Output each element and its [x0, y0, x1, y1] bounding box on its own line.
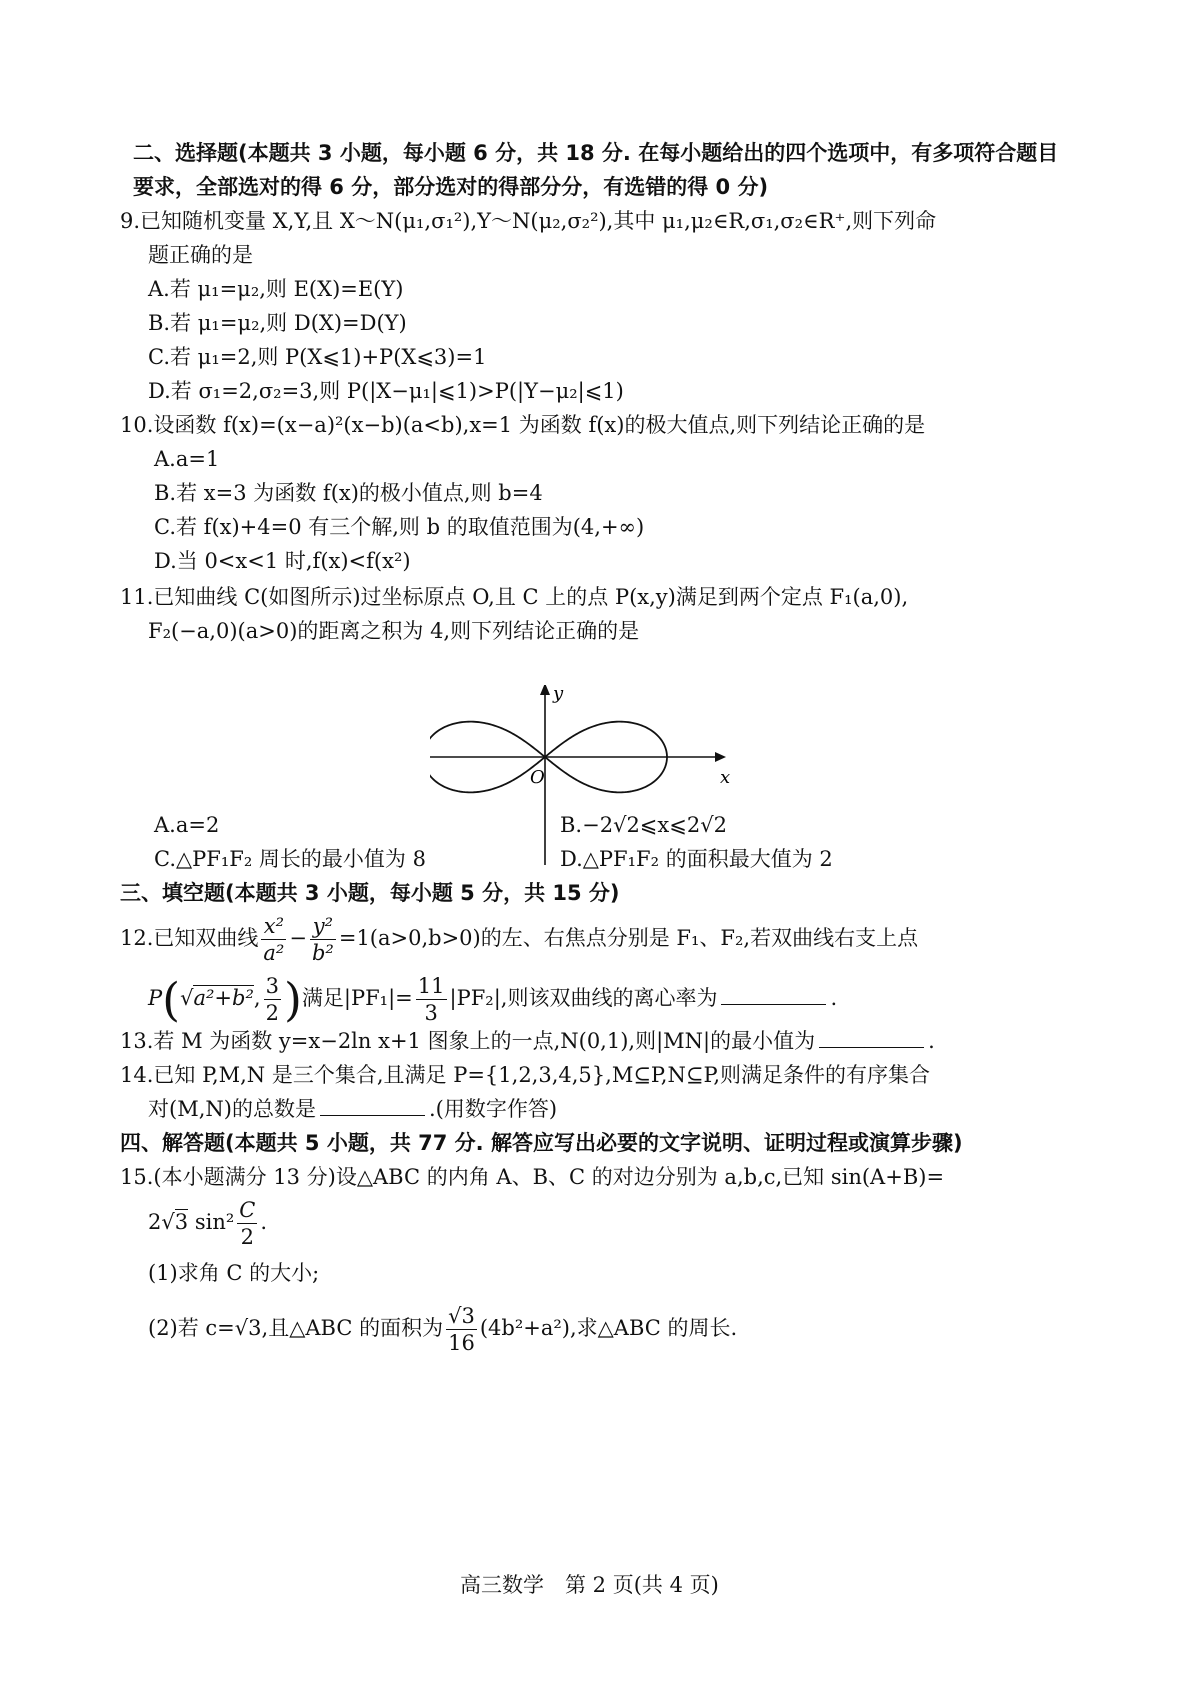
q15-part-2a: (2)若 c=√3,且△ABC 的面积为	[148, 1316, 444, 1340]
q12-frac-x-num: x²	[261, 913, 286, 940]
q12-comma: ,	[253, 986, 261, 1010]
q15-sin: sin²	[194, 1210, 235, 1234]
q12-frac-2: 2	[265, 1001, 279, 1025]
q12-sqrt-body: a²+b²	[193, 986, 254, 1010]
q13-end: .	[928, 1029, 935, 1053]
q12-paren-open: (	[162, 972, 181, 1027]
q12-line-2	[148, 970, 837, 1028]
origin-label: O	[530, 767, 545, 788]
q12-sqrt-sign: √	[180, 986, 194, 1010]
q10-option-d: D.当 0<x<1 时,f(x)<f(x²)	[154, 549, 411, 573]
q14-line-2a: 对(M,N)的总数是	[148, 1097, 316, 1121]
q9-stem-line-1: 9.已知随机变量 X,Y,且 X～N(μ₁,σ₁²),Y～N(μ₂,σ₂²),其中 μ₁,μ₂∈R,σ₁,σ₂∈R⁺,则下列命	[120, 209, 937, 233]
q12-rest-1: =1(a>0,b>0)的左、右焦点分别是 F₁、F₂,若双曲线右支上点	[338, 926, 919, 950]
q9-option-b: B.若 μ₁=μ₂,则 D(X)=D(Y)	[148, 311, 407, 335]
q15-frac-sqrt3: √3	[448, 1304, 475, 1328]
q12-line-1	[120, 910, 918, 966]
section-3-header: 三、填空题(本题共 3 小题，每小题 5 分，共 15 分)	[120, 881, 620, 905]
q12-frac-y-num: y²	[310, 913, 336, 940]
section-2-header-line-1: 二、选择题(本题共 3 小题，每小题 6 分，共 18 分. 在每小题给出的四个选项中，有多项符合题目	[133, 141, 1059, 165]
q12-mid: 满足|PF₁|=	[301, 986, 413, 1010]
q12-end: .	[830, 986, 838, 1010]
q12-minus: −	[289, 926, 307, 950]
q11-stem-line-1: 11.已知曲线 C(如图所示)过坐标原点 O,且 C 上的点 P(x,y)满足到两个定点 F₁(a,0),	[120, 585, 909, 609]
q9-option-c: C.若 μ₁=2,则 P(X⩽1)+P(X⩽3)=1	[148, 345, 487, 369]
q15-part-2	[148, 1300, 737, 1356]
q14-line-1: 14.已知 P,M,N 是三个集合,且满足 P={1,2,3,4,5},M⊆P,N⊆P,则满足条件的有序集合	[120, 1063, 930, 1087]
q13-answer-blank	[819, 1025, 924, 1048]
q12-frac-x-den: a²	[263, 941, 285, 965]
q9-option-d: D.若 σ₁=2,σ₂=3,则 P(|X−μ₁|⩽1)>P(|Y−μ₂|⩽1)	[148, 379, 624, 403]
x-axis-label: x	[720, 767, 730, 788]
q12-answer-blank	[721, 982, 826, 1005]
q15-coef: 2	[148, 1210, 162, 1234]
q15-fraction-c-2	[237, 1197, 257, 1250]
q13-line	[120, 1024, 935, 1058]
q12-fraction-3-2	[264, 973, 281, 1026]
q12-frac-3: 3	[265, 974, 279, 998]
q15-frac-16: 16	[448, 1331, 475, 1355]
q15-frac-c: C	[239, 1198, 256, 1222]
q12-frac-11: 11	[417, 974, 445, 998]
q11-option-c: C.△PF₁F₂ 周长的最小值为 8	[154, 847, 426, 871]
q10-option-c: C.若 f(x)+4=0 有三个解,则 b 的取值范围为(4,+∞)	[154, 515, 645, 539]
q11-option-b: B.−2√2⩽x⩽2√2	[560, 813, 727, 837]
q13-text: 13.若 M 为函数 y=x−2ln x+1 图象上的一点,N(0,1),则|MN|的最小值为	[120, 1029, 816, 1053]
q12-fraction-y	[310, 913, 336, 966]
q15-sqrt-body: 3	[174, 1210, 189, 1234]
q15-part-2b: (4b²+a²),求△ABC 的周长.	[479, 1316, 738, 1340]
q11-stem-line-2: F₂(−a,0)(a>0)的距离之积为 4,则下列结论正确的是	[148, 619, 640, 643]
q15-fraction-sqrt3-16	[446, 1303, 477, 1356]
q12-prefix: 12.已知双曲线	[120, 926, 259, 950]
q12-fraction-11-3	[416, 973, 447, 1026]
q15-sqrt-sign: √	[161, 1210, 175, 1234]
section-2-header-line-2: 要求，全部选对的得 6 分，部分选对的得部分分，有选错的得 0 分)	[133, 175, 769, 199]
q12-rest-2: |PF₂|,则该双曲线的离心率为	[449, 986, 718, 1010]
q15-frac-2: 2	[240, 1225, 254, 1249]
q12-paren-close: )	[283, 972, 302, 1027]
q15-line-2	[148, 1194, 267, 1250]
q15-line-2-end: .	[260, 1210, 268, 1234]
q15-line-1: 15.(本小题满分 13 分)设△ABC 的内角 A、B、C 的对边分别为 a,b,c,已知 sin(A+B)=	[120, 1165, 945, 1189]
q14-answer-blank	[320, 1093, 425, 1116]
x-axis-arrow	[715, 752, 726, 762]
q9-option-a: A.若 μ₁=μ₂,则 E(X)=E(Y)	[148, 277, 404, 301]
q14-line-2b: .(用数字作答)	[428, 1097, 558, 1121]
q10-option-a: A.a=1	[154, 447, 220, 471]
q9-stem-line-2: 题正确的是	[148, 243, 253, 267]
q12-fraction-x	[261, 913, 286, 966]
q10-option-b: B.若 x=3 为函数 f(x)的极小值点,则 b=4	[154, 481, 543, 505]
page-footer: 高三数学 第 2 页(共 4 页)	[460, 1573, 719, 1597]
q12-point-label: P	[148, 986, 163, 1010]
q11-option-a: A.a=2	[154, 813, 220, 837]
q12-frac-3b: 3	[424, 1001, 438, 1025]
q12-frac-y-den: b²	[311, 941, 334, 965]
q11-option-d: D.△PF₁F₂ 的面积最大值为 2	[560, 847, 833, 871]
q14-line-2	[148, 1092, 557, 1126]
y-axis-label: y	[553, 685, 564, 704]
y-axis-arrow	[540, 685, 550, 695]
q15-part-1: (1)求角 C 的大小;	[148, 1261, 320, 1285]
q10-stem: 10.设函数 f(x)=(x−a)²(x−b)(a<b),x=1 为函数 f(x)的极大值点,则下列结论正确的是	[120, 413, 926, 437]
section-4-header: 四、解答题(本题共 5 小题，共 77 分. 解答应写出必要的文字说明、证明过程或演算步骤)	[120, 1131, 963, 1155]
